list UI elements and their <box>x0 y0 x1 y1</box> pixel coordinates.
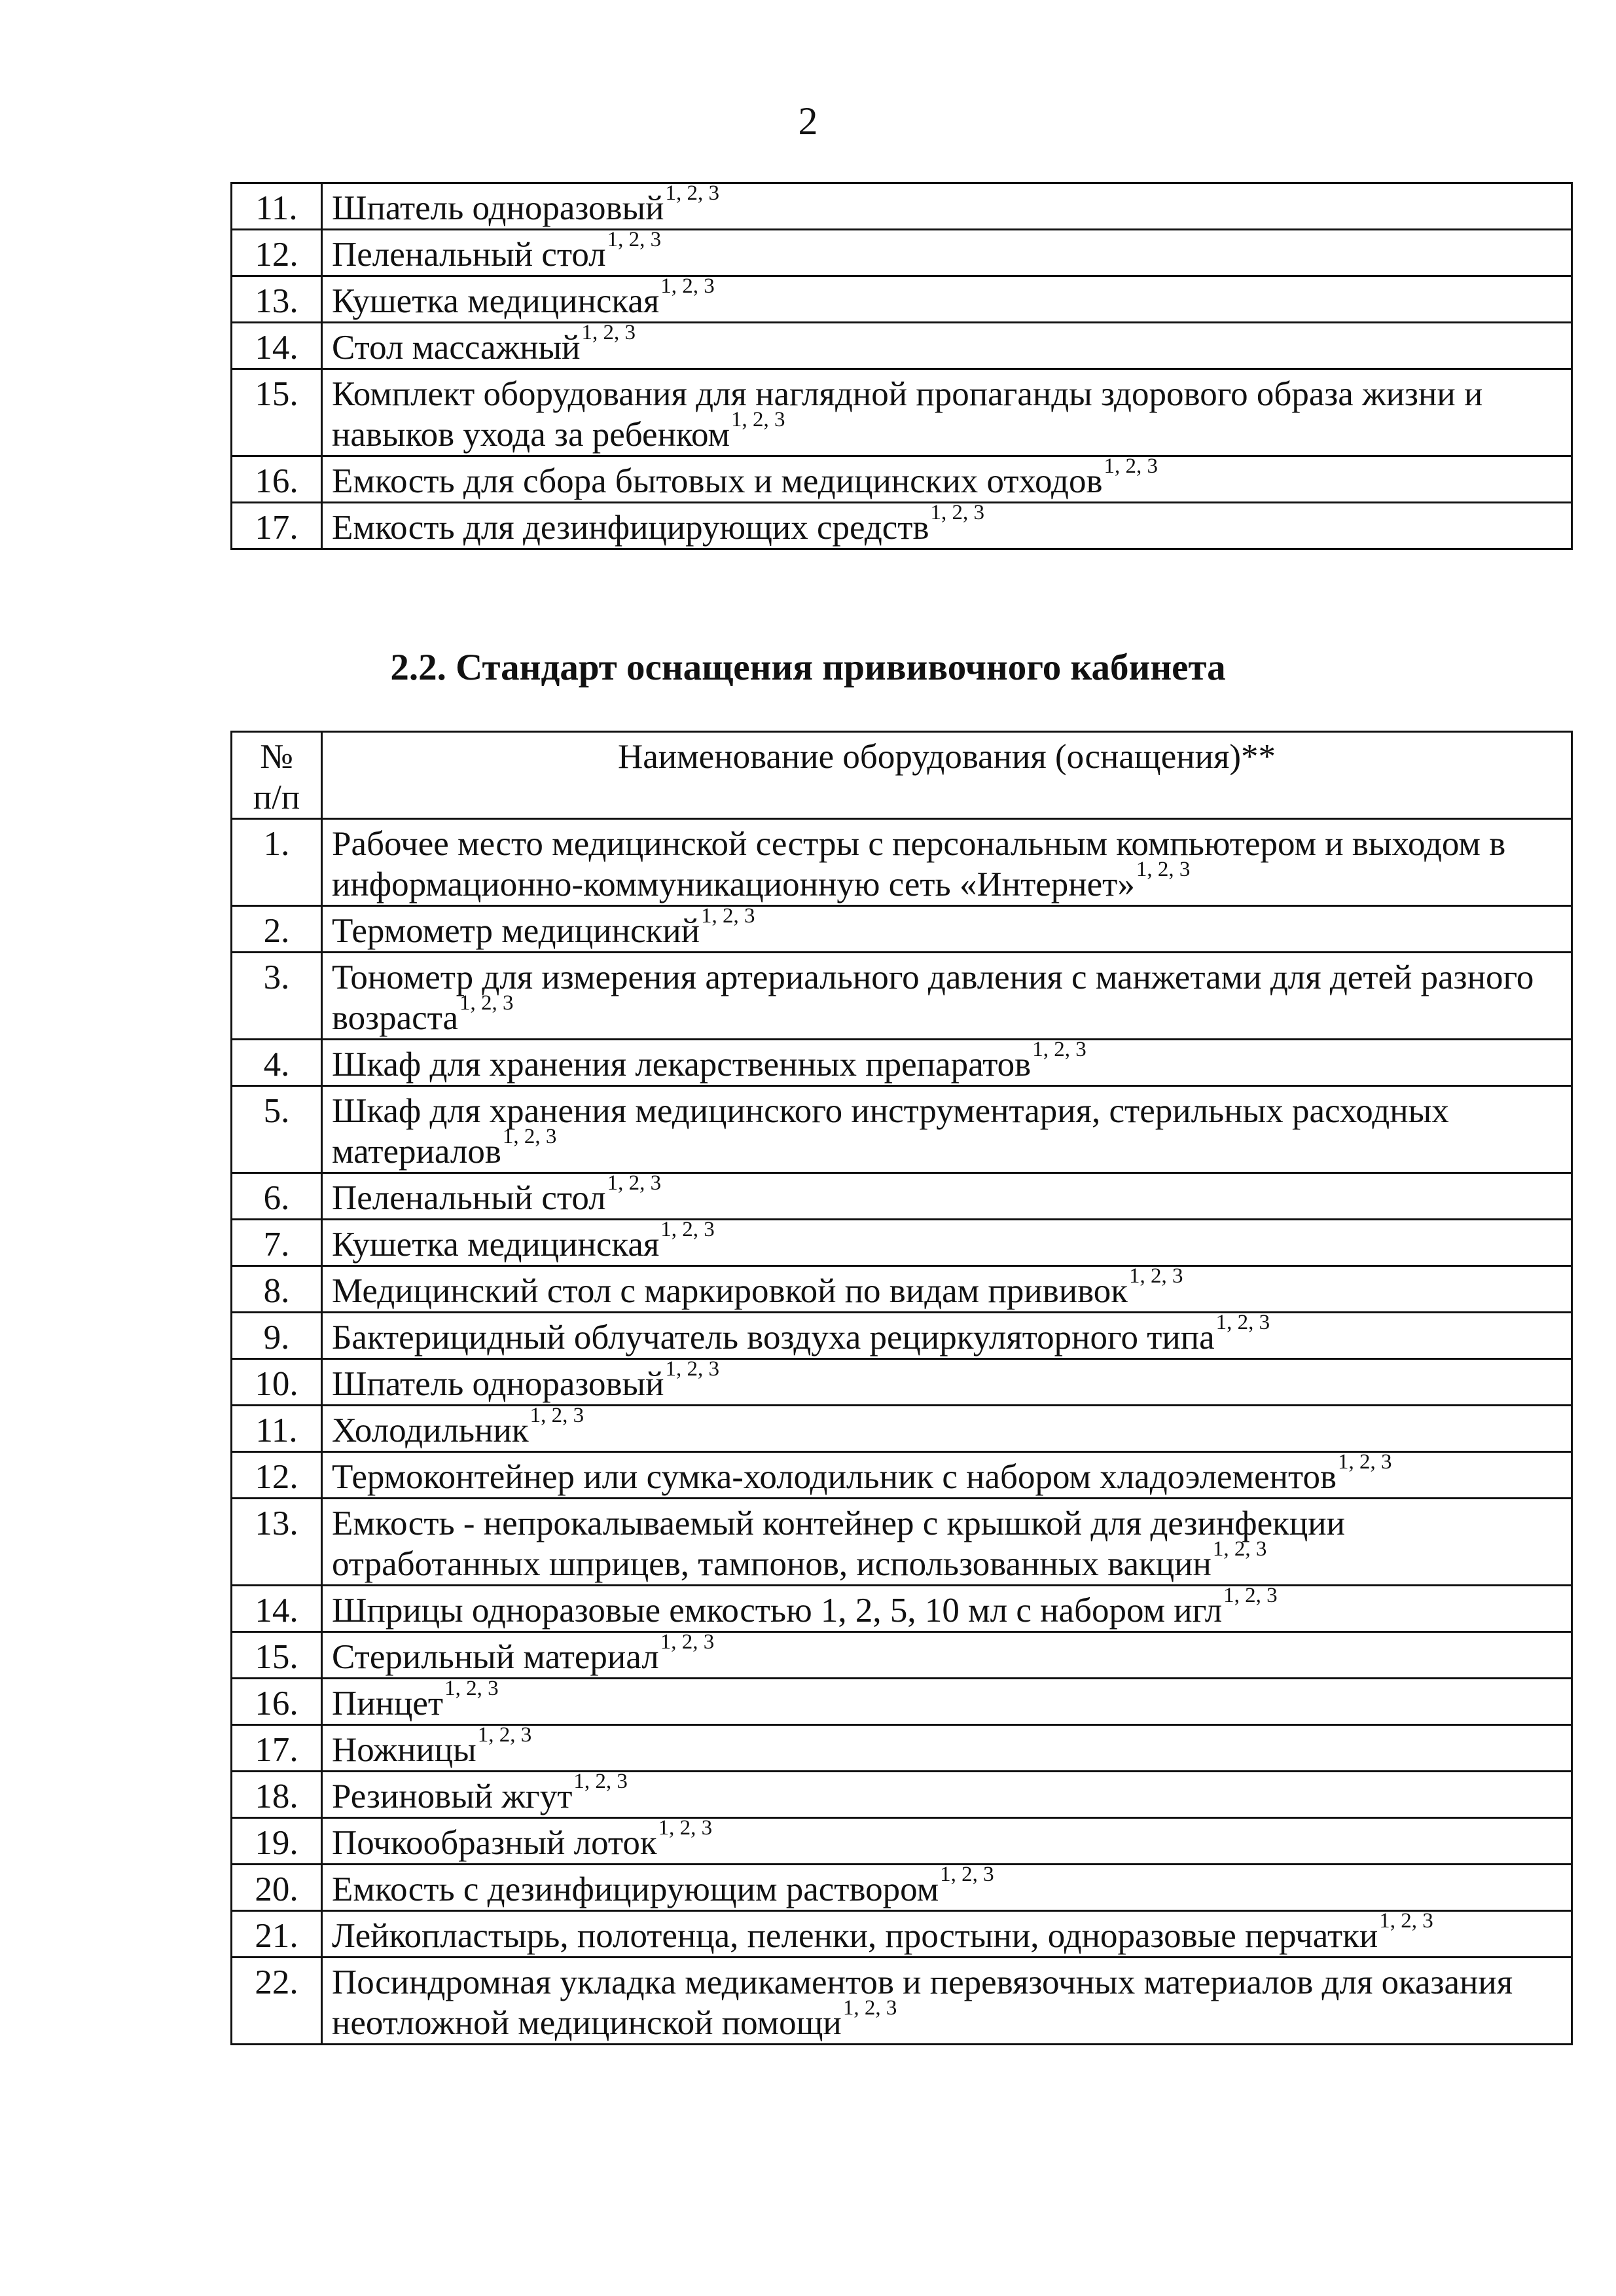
row-number: 19. <box>232 1818 322 1865</box>
row-number: 14. <box>232 1586 322 1632</box>
page-number: 2 <box>798 100 818 143</box>
equipment-name: Холодильник <box>332 1412 529 1449</box>
row-number: 5. <box>232 1086 322 1173</box>
column-header-number-line1: № <box>260 738 293 776</box>
table-row <box>232 1040 1572 1086</box>
equipment-name: Посиндромная укладка медикаментов и перевязочных материалов для оказания неотложной медицинской помощи <box>332 1963 1513 2042</box>
equipment-name: Комплект оборудования для наглядной пропаганды здорового образа жизни и навыков ухода за ребенком <box>332 375 1483 454</box>
footnote-reference: 1, 2, 3 <box>1223 1584 1278 1607</box>
table-row <box>232 1173 1572 1220</box>
table-row <box>232 953 1572 1040</box>
equipment-name: Емкость - непрокалываемый контейнер с крышкой для дезинфекции отработанных шприцев, тампонов, использованных вакцин <box>332 1504 1345 1583</box>
equipment-name: Почкообразный лоток <box>332 1824 657 1862</box>
equipment-name-cell <box>322 1958 1572 2045</box>
footnote-reference: 1, 2, 3 <box>665 181 719 205</box>
footnote-reference: 1, 2, 3 <box>477 1723 532 1747</box>
table-row <box>232 1725 1572 1772</box>
row-number: 11. <box>232 1406 322 1452</box>
row-number: 13. <box>232 276 322 323</box>
vaccination-room-equipment-table <box>230 731 1573 2045</box>
row-number: 6. <box>232 1173 322 1220</box>
footnote-reference: 1, 2, 3 <box>607 228 662 251</box>
footnote-reference: 1, 2, 3 <box>660 1630 715 1654</box>
footnote-reference: 1, 2, 3 <box>530 1404 584 1427</box>
equipment-name-cell <box>322 1725 1572 1772</box>
equipment-name-cell <box>322 1040 1572 1086</box>
table-row <box>232 1958 1572 2045</box>
footnote-reference: 1, 2, 3 <box>459 991 514 1015</box>
equipment-name-cell <box>322 1818 1572 1865</box>
equipment-name-cell <box>322 1406 1572 1452</box>
row-number: 7. <box>232 1220 322 1266</box>
equipment-name: Шпатель одноразовый <box>332 1365 664 1403</box>
row-number: 4. <box>232 1040 322 1086</box>
footnote-reference: 1, 2, 3 <box>1136 858 1191 881</box>
footnote-reference: 1, 2, 3 <box>731 408 785 431</box>
table-row <box>232 503 1572 549</box>
footnote-reference: 1, 2, 3 <box>1032 1038 1086 1061</box>
equipment-name-cell <box>322 819 1572 906</box>
row-number: 2. <box>232 906 322 953</box>
footnote-reference: 1, 2, 3 <box>1129 1264 1183 1288</box>
equipment-name: Емкость для сбора бытовых и медицинских отходов <box>332 462 1103 500</box>
column-header-number <box>232 732 322 819</box>
footnote-reference: 1, 2, 3 <box>930 501 985 524</box>
equipment-name: Емкость с дезинфицирующим раствором <box>332 1870 939 1908</box>
footnote-reference: 1, 2, 3 <box>665 1357 719 1381</box>
equipment-name-cell <box>322 1220 1572 1266</box>
row-number: 21. <box>232 1911 322 1958</box>
equipment-name: Шпатель одноразовый <box>332 189 664 227</box>
equipment-name: Кушетка медицинская <box>332 1226 660 1264</box>
footnote-reference: 1, 2, 3 <box>940 1863 994 1886</box>
table-row <box>232 1679 1572 1725</box>
row-number: 12. <box>232 1452 322 1499</box>
equipment-name-cell <box>322 183 1572 230</box>
row-number: 10. <box>232 1359 322 1406</box>
equipment-name: Термометр медицинский <box>332 912 700 950</box>
equipment-name: Резиновый жгут <box>332 1777 573 1815</box>
footnote-reference: 1, 2, 3 <box>581 321 636 344</box>
row-number: 22. <box>232 1958 322 2045</box>
equipment-name: Тонометр для измерения артериального давления с манжетами для детей разного возраста <box>332 958 1534 1037</box>
equipment-name: Термоконтейнер или сумка-холодильник с набором хладоэлементов <box>332 1458 1337 1496</box>
section-title: 2.2. Стандарт оснащения прививочного кабинета <box>390 647 1226 688</box>
equipment-name: Пеленальный стол <box>332 1179 606 1217</box>
column-header-name: Наименование оборудования (оснащения)** <box>322 732 1572 819</box>
table-row <box>232 1406 1572 1452</box>
equipment-name: Шприцы одноразовые емкостью 1, 2, 5, 10 мл с набором игл <box>332 1592 1223 1630</box>
footnote-reference: 1, 2, 3 <box>660 274 715 298</box>
table-row <box>232 1865 1572 1911</box>
table-row <box>232 1266 1572 1313</box>
column-header-number-line2: п/п <box>253 778 300 816</box>
table-row <box>232 230 1572 276</box>
equipment-name-cell <box>322 1772 1572 1818</box>
row-number: 11. <box>232 183 322 230</box>
table-row <box>232 1499 1572 1586</box>
equipment-name-cell <box>322 1499 1572 1586</box>
table-row <box>232 1086 1572 1173</box>
equipment-name-cell <box>322 456 1572 503</box>
equipment-name: Кушетка медицинская <box>332 282 660 320</box>
equipment-name-cell <box>322 1173 1572 1220</box>
footnote-reference: 1, 2, 3 <box>1104 454 1158 478</box>
table-row <box>232 183 1572 230</box>
table-row <box>232 1911 1572 1958</box>
equipment-name-cell <box>322 1086 1572 1173</box>
row-number: 1. <box>232 819 322 906</box>
equipment-table-continued-body <box>232 183 1572 549</box>
equipment-name-cell <box>322 1911 1572 1958</box>
equipment-name: Ножницы <box>332 1731 476 1769</box>
equipment-name: Емкость для дезинфицирующих средств <box>332 509 929 547</box>
equipment-name: Пеленальный стол <box>332 236 606 274</box>
equipment-name-cell <box>322 1679 1572 1725</box>
table-row <box>232 1586 1572 1632</box>
equipment-name-cell <box>322 1865 1572 1911</box>
table-row <box>232 1452 1572 1499</box>
footnote-reference: 1, 2, 3 <box>573 1770 628 1793</box>
equipment-name-cell <box>322 230 1572 276</box>
row-number: 20. <box>232 1865 322 1911</box>
row-number: 12. <box>232 230 322 276</box>
equipment-name: Лейкопластырь, полотенца, пеленки, простыни, одноразовые перчатки <box>332 1917 1378 1955</box>
footnote-reference: 1, 2, 3 <box>1212 1537 1267 1561</box>
row-number: 15. <box>232 369 322 456</box>
row-number: 16. <box>232 456 322 503</box>
footnote-reference: 1, 2, 3 <box>658 1816 713 1840</box>
equipment-name-cell <box>322 276 1572 323</box>
footnote-reference: 1, 2, 3 <box>1337 1450 1392 1474</box>
row-number: 17. <box>232 1725 322 1772</box>
equipment-name-cell <box>322 906 1572 953</box>
equipment-name: Пинцет <box>332 1685 444 1722</box>
footnote-reference: 1, 2, 3 <box>701 904 755 928</box>
table-row <box>232 1313 1572 1359</box>
footnote-reference: 1, 2, 3 <box>1215 1311 1270 1334</box>
equipment-name-cell <box>322 953 1572 1040</box>
row-number: 9. <box>232 1313 322 1359</box>
table-row <box>232 1772 1572 1818</box>
table-row <box>232 456 1572 503</box>
equipment-name-cell <box>322 1632 1572 1679</box>
row-number: 18. <box>232 1772 322 1818</box>
row-number: 14. <box>232 323 322 369</box>
equipment-name: Стол массажный <box>332 329 581 367</box>
row-number: 8. <box>232 1266 322 1313</box>
equipment-name: Стерильный материал <box>332 1638 659 1676</box>
table-row <box>232 819 1572 906</box>
table-row <box>232 1220 1572 1266</box>
footnote-reference: 1, 2, 3 <box>660 1218 715 1241</box>
equipment-name-cell <box>322 1586 1572 1632</box>
equipment-name-cell <box>322 503 1572 549</box>
equipment-name-cell <box>322 369 1572 456</box>
equipment-name: Рабочее место медицинской сестры с персональным компьютером и выходом в информационно-коммуникационную сеть «Интернет» <box>332 825 1506 903</box>
table-row <box>232 1632 1572 1679</box>
row-number: 16. <box>232 1679 322 1725</box>
equipment-name: Медицинский стол с маркировкой по видам прививок <box>332 1272 1128 1310</box>
equipment-name-cell <box>322 1359 1572 1406</box>
row-number: 17. <box>232 503 322 549</box>
table-row <box>232 323 1572 369</box>
equipment-name-cell <box>322 1313 1572 1359</box>
table-header-row <box>232 732 1572 819</box>
table-row <box>232 906 1572 953</box>
equipment-name-cell <box>322 1266 1572 1313</box>
equipment-name-cell <box>322 1452 1572 1499</box>
row-number: 15. <box>232 1632 322 1679</box>
footnote-reference: 1, 2, 3 <box>444 1677 499 1700</box>
vaccination-room-equipment-table-body <box>232 819 1572 2045</box>
footnote-reference: 1, 2, 3 <box>1379 1909 1433 1933</box>
table-row <box>232 1818 1572 1865</box>
footnote-reference: 1, 2, 3 <box>842 1996 897 2020</box>
table-row <box>232 369 1572 456</box>
table-row <box>232 276 1572 323</box>
row-number: 13. <box>232 1499 322 1586</box>
table-row <box>232 1359 1572 1406</box>
equipment-name: Бактерицидный облучатель воздуха рециркуляторного типа <box>332 1319 1215 1357</box>
footnote-reference: 1, 2, 3 <box>607 1171 662 1195</box>
equipment-name: Шкаф для хранения лекарственных препаратов <box>332 1046 1032 1084</box>
footnote-reference: 1, 2, 3 <box>502 1125 557 1148</box>
equipment-name: Шкаф для хранения медицинского инструментария, стерильных расходных материалов <box>332 1092 1449 1171</box>
equipment-table-continued <box>230 182 1573 550</box>
row-number: 3. <box>232 953 322 1040</box>
equipment-name-cell <box>322 323 1572 369</box>
